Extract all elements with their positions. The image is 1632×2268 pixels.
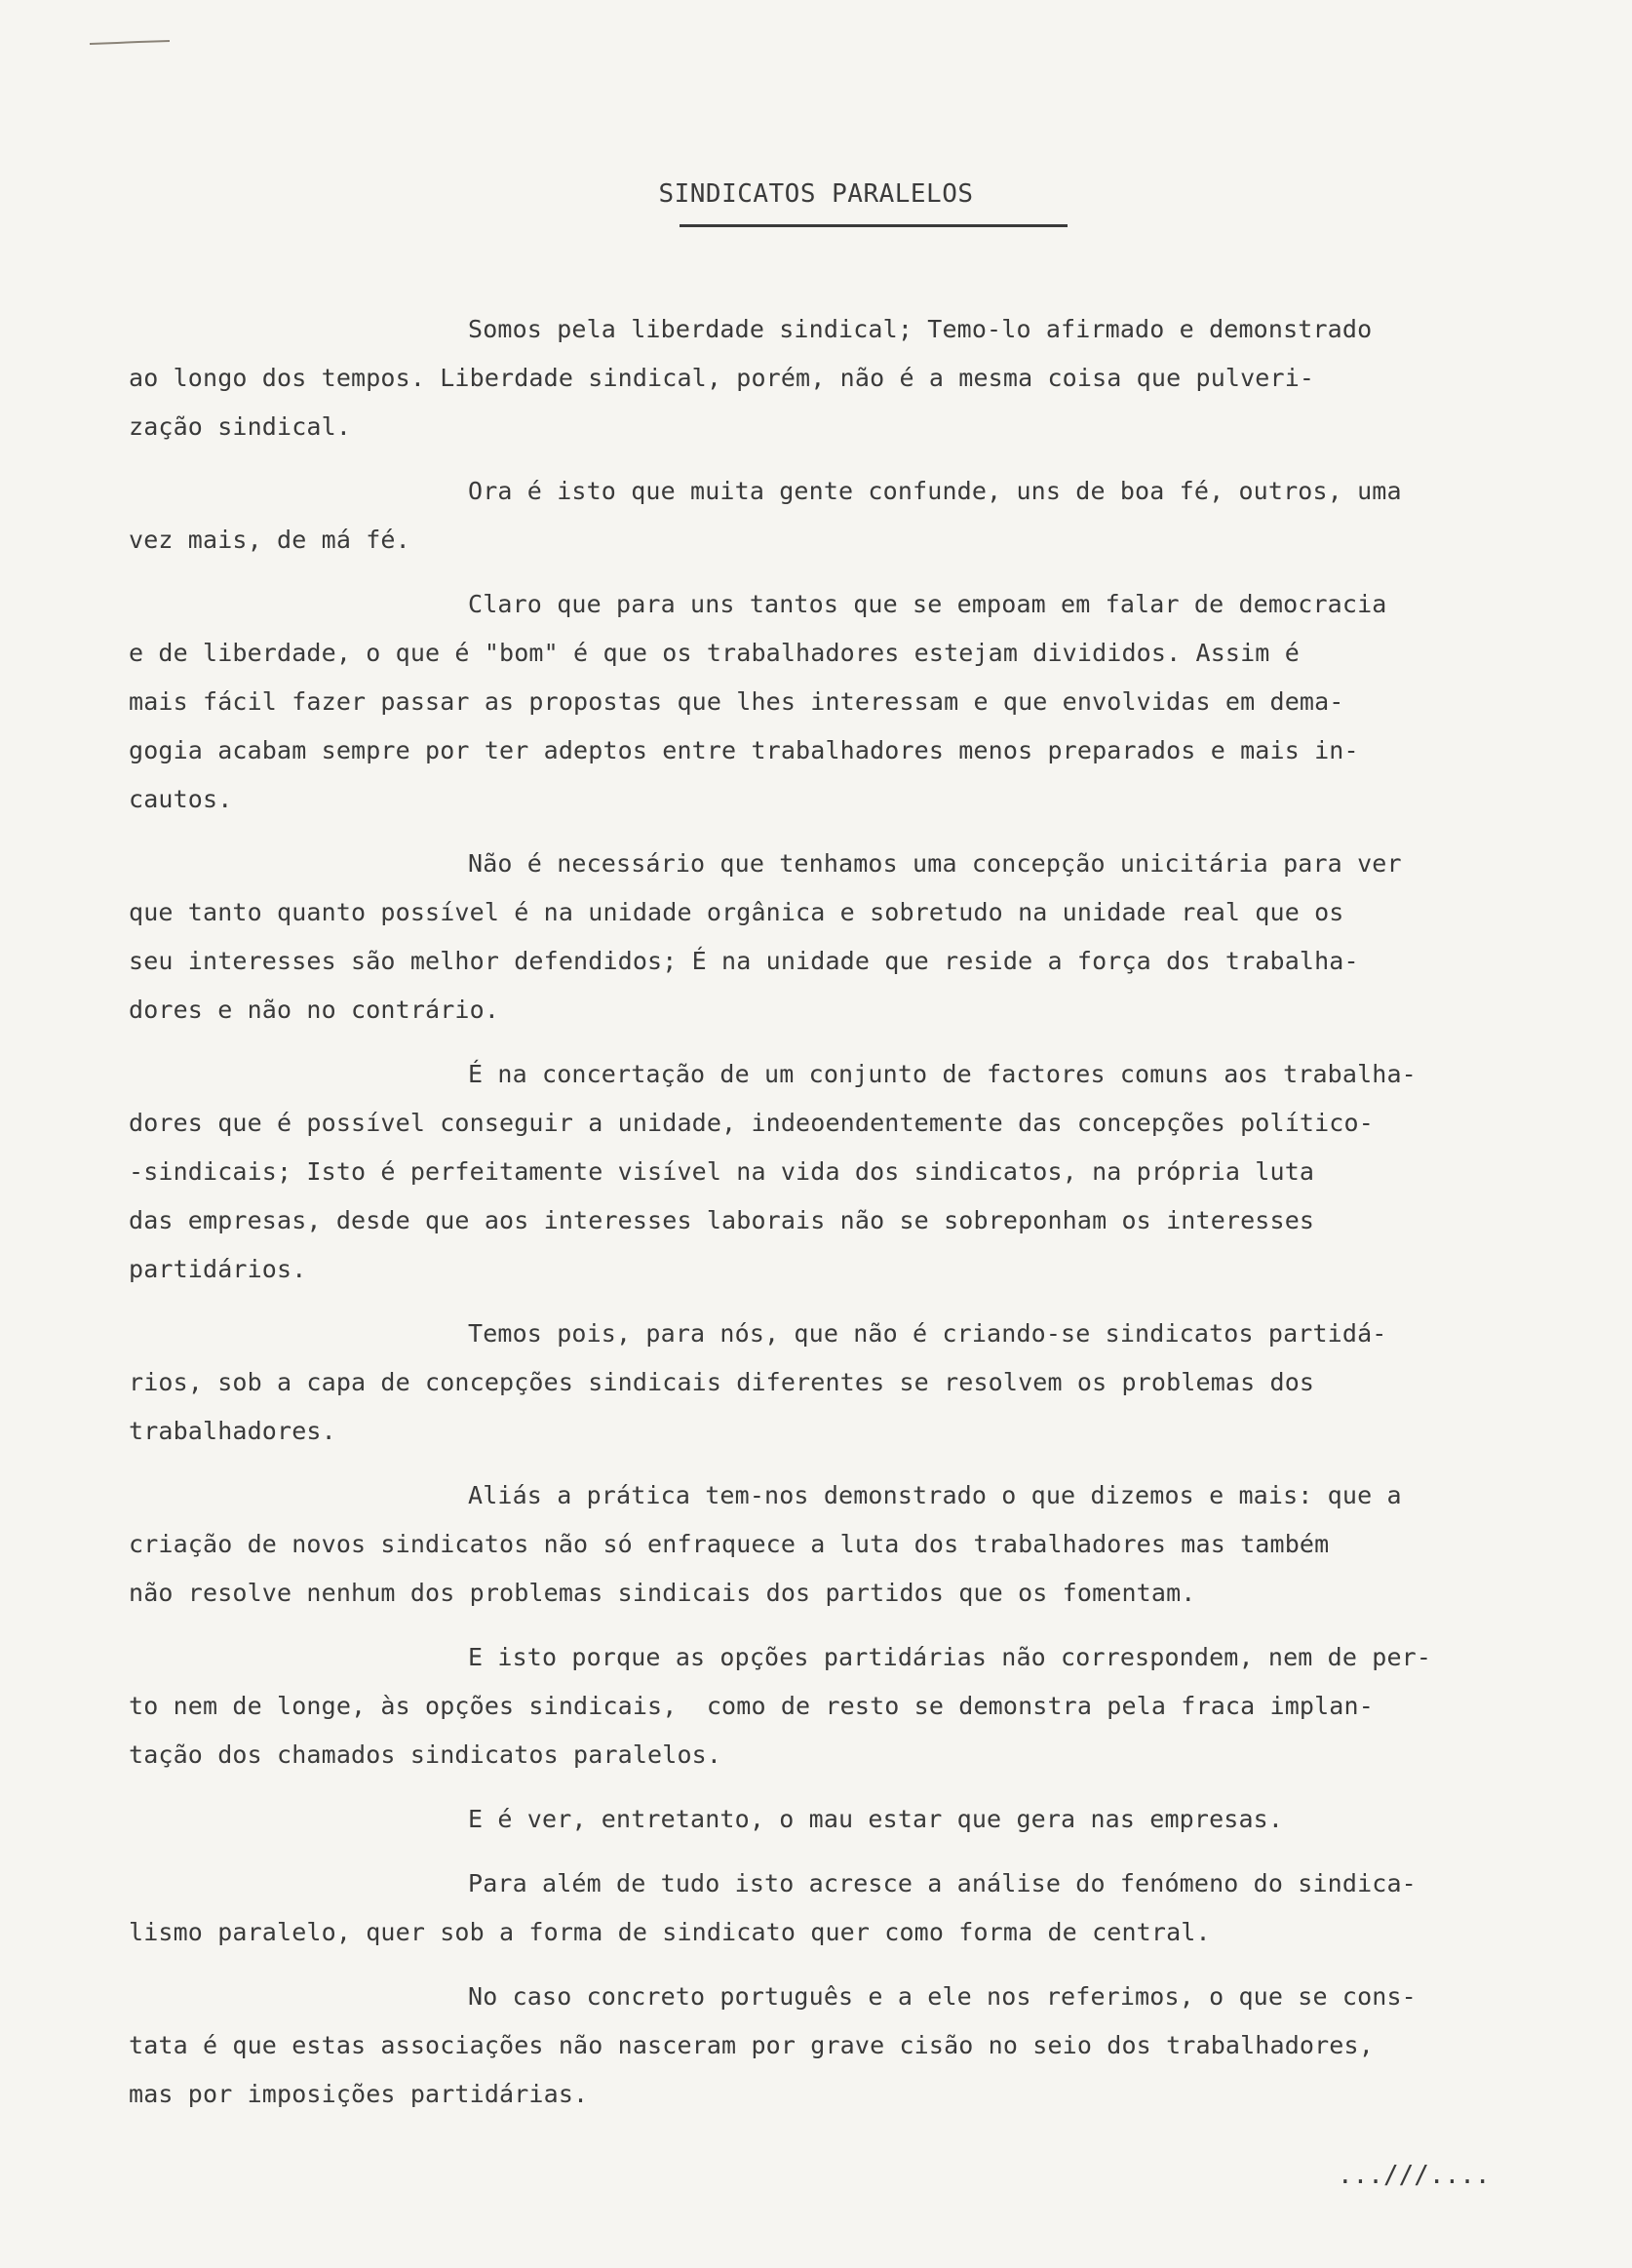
text-line: E isto porque as opções partidárias não correspondem, nem de per- (468, 1643, 1432, 1671)
text-line: No caso concreto português e a ele nos referimos, o que se cons- (468, 1982, 1417, 2011)
text-line: Aliás a prática tem-nos demonstrado o que dizemos e mais: que a (468, 1481, 1402, 1509)
text-line: cautos. (129, 785, 233, 813)
paragraph (129, 1310, 1601, 1456)
text-line: que tanto quanto possível é na unidade orgânica e sobretudo na unidade real que os (129, 898, 1344, 926)
text-line: Temos pois, para nós, que não é criando-se sindicatos partidá- (468, 1319, 1387, 1348)
text-line: lismo paralelo, quer sob a forma de sindicato quer como forma de central. (129, 1918, 1211, 1946)
paragraph (129, 467, 1601, 565)
text-line: e de liberdade, o que é "bom" é que os trabalhadores estejam divididos. Assim é (129, 639, 1300, 667)
text-line: dores e não no contrário. (129, 996, 500, 1024)
text-line: Claro que para uns tantos que se empoam em falar de democracia (468, 590, 1387, 618)
text-line: criação de novos sindicatos não só enfraquece a luta dos trabalhadores mas também (129, 1530, 1330, 1558)
paragraph (129, 1859, 1601, 1957)
pencil-mark (88, 39, 172, 47)
paragraph (129, 840, 1601, 1035)
text-line: É na concertação de um conjunto de factores comuns aos trabalha- (468, 1060, 1417, 1088)
paragraph (129, 1973, 1601, 2119)
text-line: das empresas, desde que aos interesses laborais não se sobreponham os interesses (129, 1206, 1315, 1234)
text-line: Para além de tudo isto acresce a análise do fenómeno do sindica- (468, 1869, 1417, 1897)
text-line: -sindicais; Isto é perfeitamente visível na vida dos sindicatos, na própria luta (129, 1157, 1315, 1186)
text-line: tata é que estas associações não nasceram por grave cisão no seio dos trabalhadores, (129, 2031, 1374, 2059)
paragraph (129, 305, 1601, 451)
paragraph (129, 1633, 1601, 1779)
text-line: tação dos chamados sindicatos paralelos. (129, 1740, 722, 1769)
text-line: mas por imposições partidárias. (129, 2080, 589, 2108)
text-line: E é ver, entretanto, o mau estar que gera nas empresas. (468, 1805, 1284, 1833)
paragraph (129, 580, 1601, 824)
paragraph (129, 1471, 1601, 1618)
text-line: rios, sob a capa de concepções sindicais diferentes se resolvem os problemas dos (129, 1368, 1315, 1396)
title-underline (680, 224, 1068, 227)
paragraph (129, 1050, 1601, 1294)
text-line: seu interesses são melhor defendidos; É na unidade que reside a força dos trabalha- (129, 947, 1359, 975)
document-body (129, 305, 1601, 2134)
text-line: trabalhadores. (129, 1417, 336, 1445)
text-line: gogia acabam sempre por ter adeptos entre trabalhadores menos preparados e mais in- (129, 736, 1359, 764)
paragraph (129, 1795, 1601, 1844)
text-line: vez mais, de má fé. (129, 526, 410, 554)
text-line: to nem de longe, às opções sindicais, como de resto se demonstra pela fraca implan- (129, 1692, 1374, 1720)
text-line: Somos pela liberdade sindical; Temo-lo afirmado e demonstrado (468, 315, 1373, 343)
text-line: Não é necessário que tenhamos uma concepção unicitária para ver (468, 849, 1402, 878)
text-line: dores que é possível conseguir a unidade, indeoendentemente das concepções político- (129, 1109, 1374, 1137)
text-line: zação sindical. (129, 412, 352, 441)
text-line: partidários. (129, 1255, 307, 1283)
text-line: mais fácil fazer passar as propostas que lhes interessam e que envolvidas em dema- (129, 687, 1344, 716)
text-line: Ora é isto que muita gente confunde, uns de boa fé, outros, uma (468, 477, 1402, 505)
text-line: ao longo dos tempos. Liberdade sindical, porém, não é a mesma coisa que pulveri- (129, 364, 1315, 392)
continuation-mark: ...///.... (1338, 2161, 1491, 2190)
document-title: SINDICATOS PARALELOS (658, 179, 974, 209)
text-line: não resolve nenhum dos problemas sindicais dos partidos que os fomentam. (129, 1579, 1196, 1607)
